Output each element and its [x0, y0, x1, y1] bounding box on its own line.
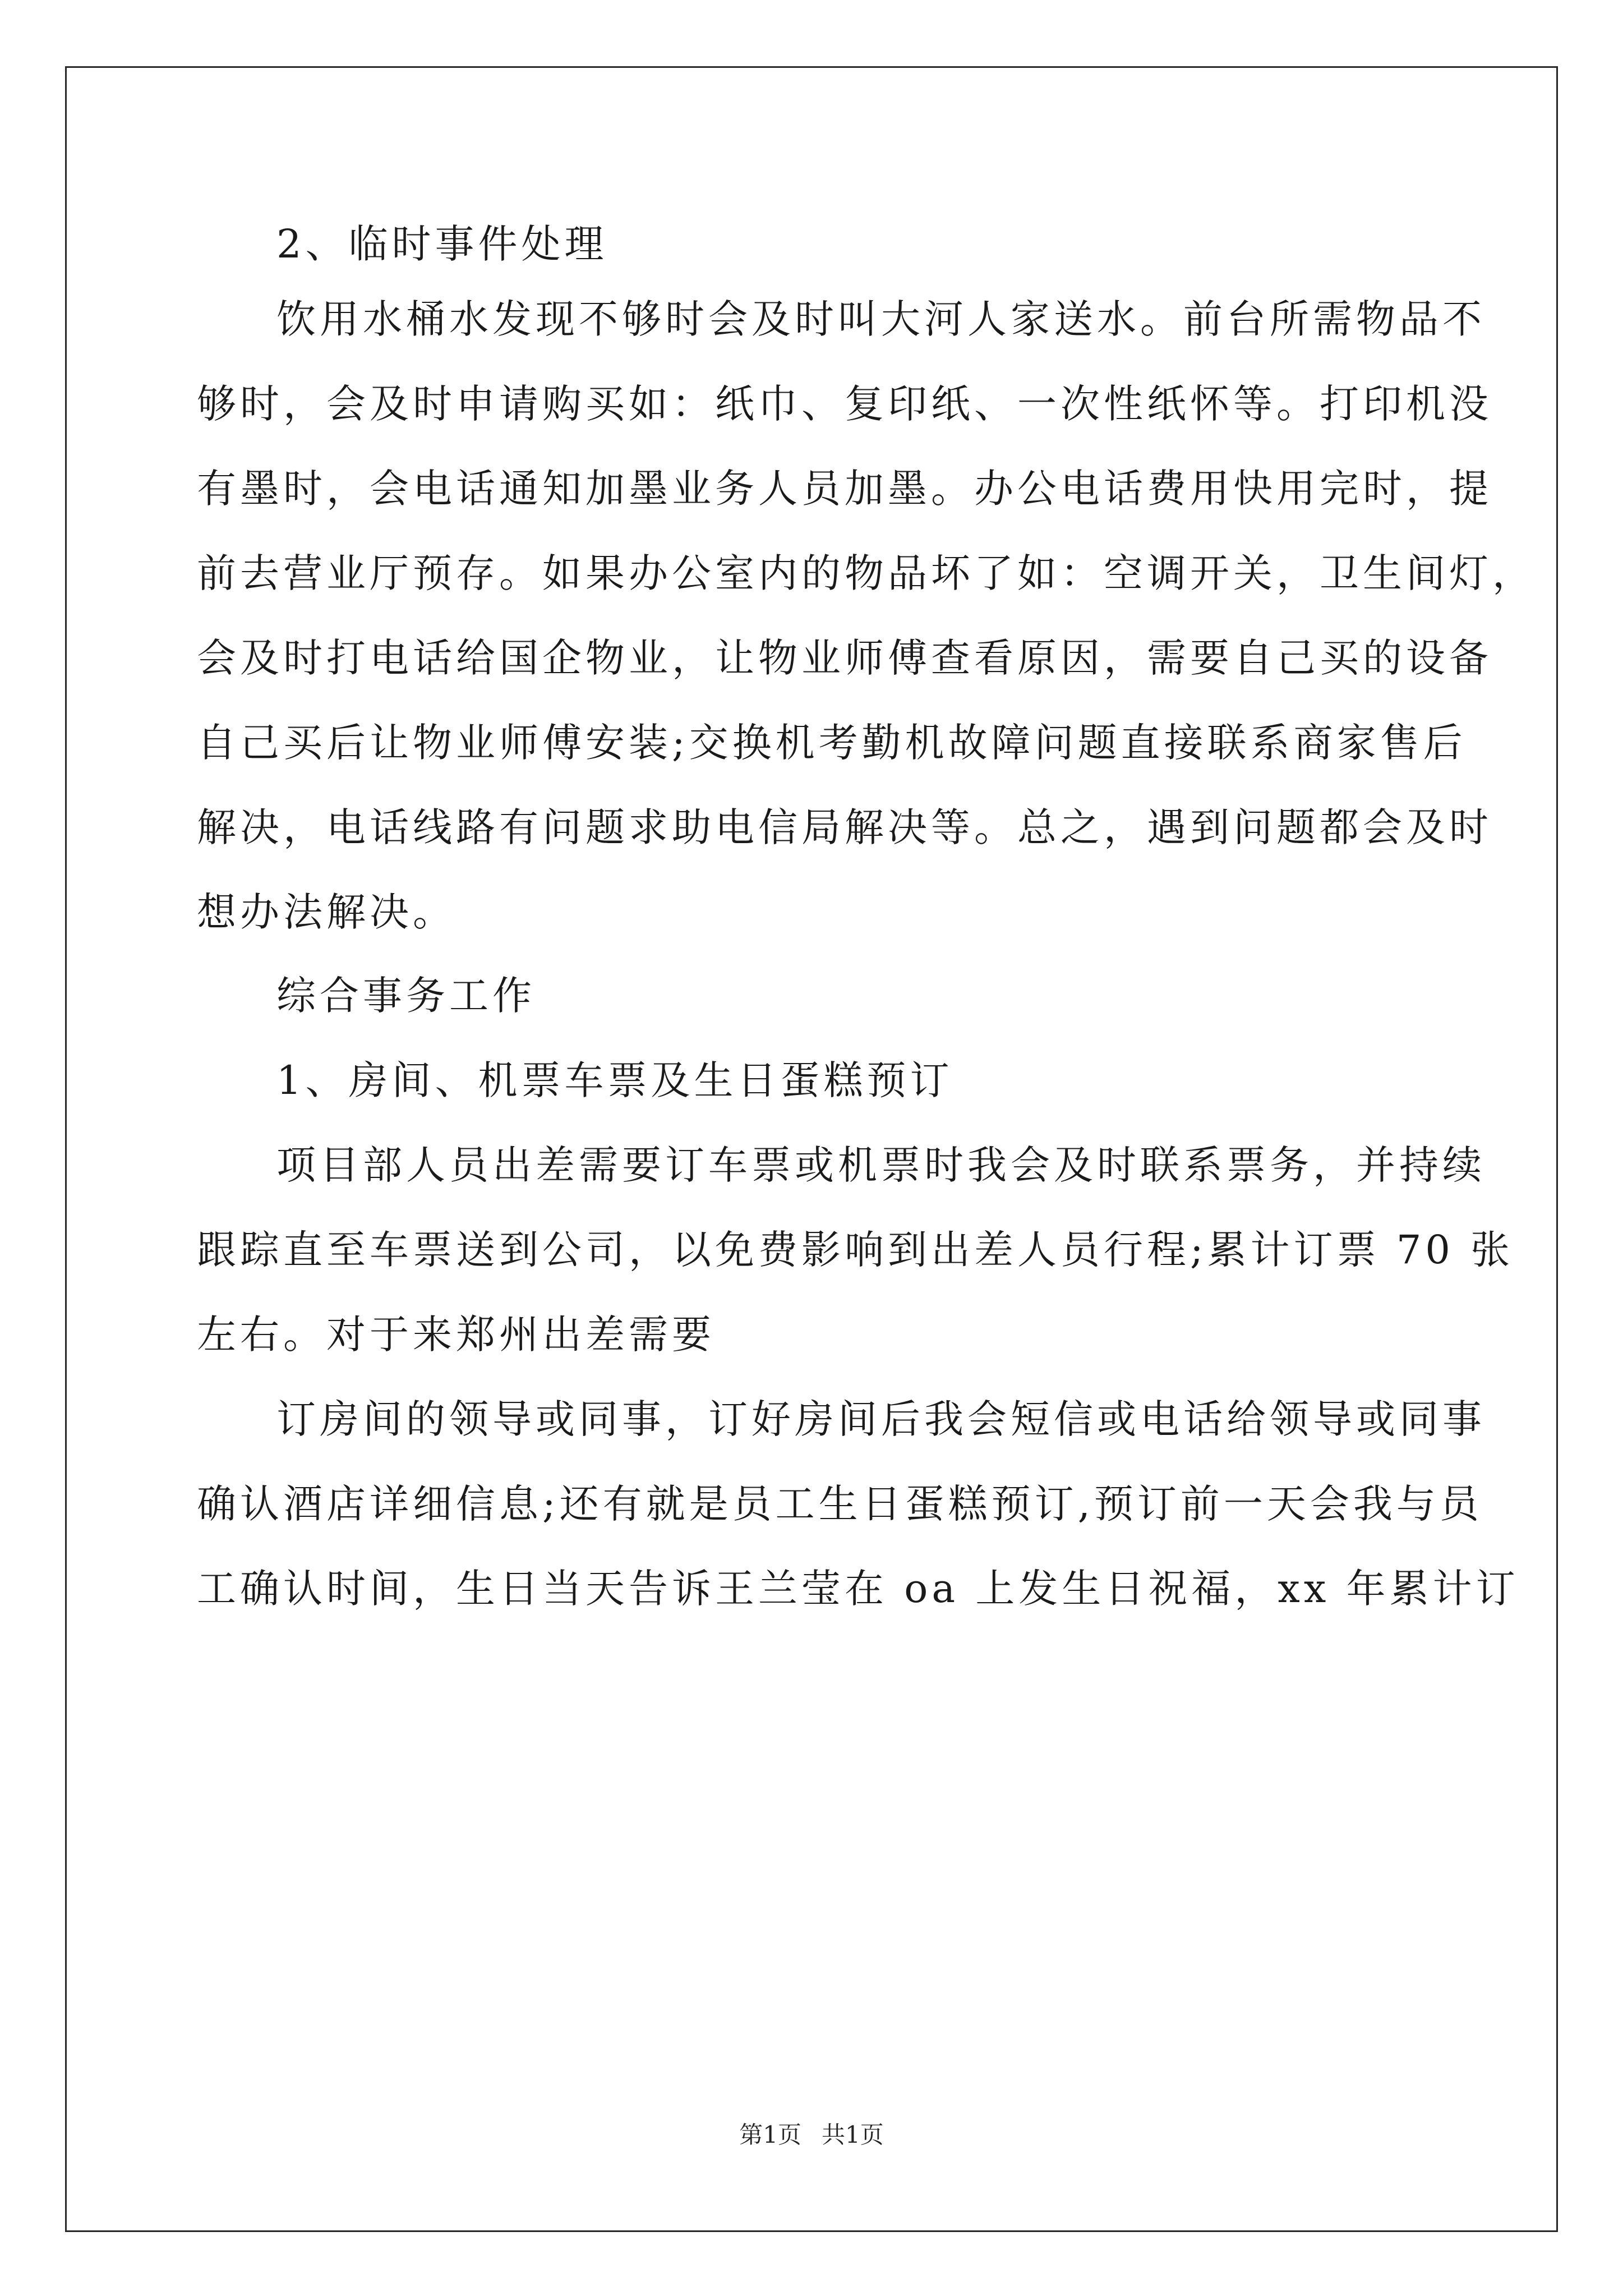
heading-temporary-events: 2、临时事件处理	[276, 221, 608, 267]
paragraph-line: 订房间的领导或同事，订好房间后我会短信或电话给领导或同事	[276, 1396, 1486, 1442]
paragraph-line: 够时，会及时申请购买如：纸巾、复印纸、一次性纸怀等。打印机没	[197, 381, 1492, 427]
paragraph-line: 项目部人员出差需要订车票或机票时我会及时联系票务，并持续	[276, 1142, 1486, 1188]
paragraph-line: 有墨时，会电话通知加墨业务人员加墨。办公电话费用快用完时，提	[197, 466, 1492, 512]
paragraph-line: 确认酒店详细信息;还有就是员工生日蛋糕预订,预订前一天会我与员	[197, 1481, 1483, 1527]
paragraph-line: 工确认时间，生日当天告诉王兰莹在 oa 上发生日祝福，xx 年累计订	[197, 1566, 1519, 1612]
page-total: 共1页	[822, 2121, 884, 2148]
paragraph-line: 饮用水桶水发现不够时会及时叫大河人家送水。前台所需物品不	[276, 296, 1486, 342]
paragraph-line: 解决，电话线路有问题求助电信局解决等。总之，遇到问题都会及时	[197, 804, 1492, 850]
paragraph-line: 左右。对于来郑州出差需要	[197, 1312, 715, 1358]
heading-general-affairs: 综合事务工作	[276, 973, 536, 1019]
paragraph-line: 前去营业厅预存。如果办公室内的物品坏了如：空调开关，卫生间灯，	[197, 550, 1536, 596]
page-footer	[0, 2119, 1623, 2151]
paragraph-line: 跟踪直至车票送到公司，以免费影响到出差人员行程;累计订票 70 张	[197, 1227, 1514, 1273]
paragraph-line: 会及时打电话给国企物业，让物业师傅查看原因，需要自己买的设备	[197, 635, 1492, 681]
heading-bookings: 1、房间、机票车票及生日蛋糕预订	[276, 1057, 953, 1103]
page-number: 第1页	[739, 2121, 801, 2148]
paragraph-line: 自己买后让物业师傅安装;交换机考勤机故障问题直接联系商家售后	[197, 720, 1467, 766]
paragraph-line: 想办法解决。	[197, 889, 456, 935]
